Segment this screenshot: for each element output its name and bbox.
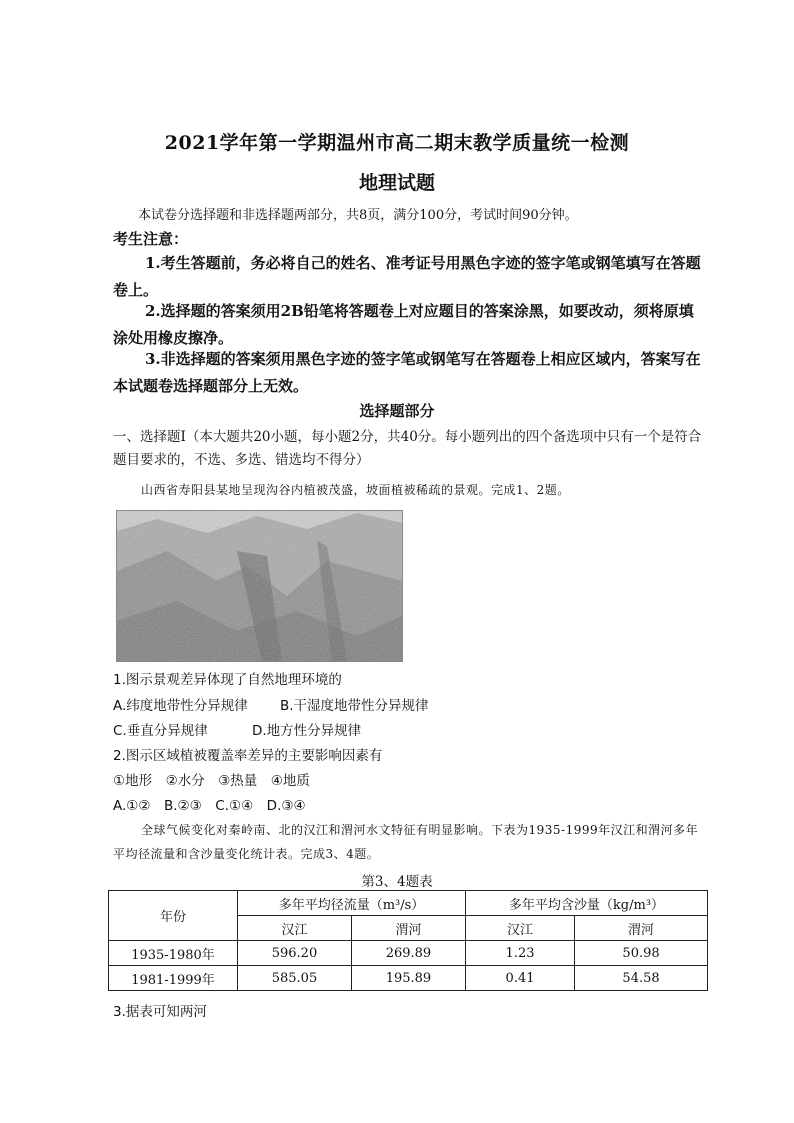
table-cell: 195.89 [351,966,465,991]
landscape-photo [116,510,403,662]
question-1-stem: 1.图示景观差异体现了自然地理环境的 [113,672,342,688]
table-header-year: 年份 [109,891,238,941]
table-cell: 50.98 [575,941,708,966]
question-3-stem: 3.据表可知两河 [113,1004,207,1020]
table-cell: 1935-1980年 [109,941,238,966]
table-cell: 54.58 [575,966,708,991]
question-1-option-c[interactable]: C.垂直分异规律 [113,723,208,739]
notice-heading: 考生注意： [113,230,189,248]
table-cell: 585.05 [238,966,352,991]
question-2-statements: ①地形 ②水分 ③热量 ④地质 [113,773,310,789]
table-cell: 0.41 [465,966,574,991]
runoff-sediment-table [108,890,708,991]
exam-title: 2021学年第一学期温州市高二期末教学质量统一检测 [164,132,630,154]
table-subheader-cell: 汉江 [238,916,352,941]
table-row [109,966,708,991]
notice-item-2: 2.选择题的答案须用2B铅笔将答题卷上对应题目的答案涂黑，如要改动，须将原填涂处用橡皮擦净。 [113,302,694,347]
table-cell: 269.89 [351,941,465,966]
notice-item-3: 3.非选择题的答案须用黑色字迹的签字笔或钢笔写在答题卷上相应区域内，答案写在本试题卷选择题部分上无效。 [113,350,701,395]
table-subheader-cell: 渭河 [575,916,708,941]
notice-item-1: 1.考生答题前，务必将自己的姓名、准考证号用黑色字迹的签字笔或钢笔填写在答题卷上。 [113,254,701,299]
table-header-row [109,891,708,916]
question-1-option-b[interactable]: B.干湿度地带性分异规律 [280,698,429,714]
passage-1: 山西省寿阳县某地呈现沟谷内植被茂盛，坡面植被稀疏的景观。完成1、2题。 [141,483,570,497]
table-header-sediment: 多年平均含沙量（kg/m³） [465,891,707,916]
question-2-stem: 2.图示区域植被覆盖率差异的主要影响因素有 [113,748,383,764]
table-cell: 1981-1999年 [109,966,238,991]
question-1-option-a[interactable]: A.纬度地带性分异规律 [113,698,248,714]
table-header-runoff: 多年平均径流量（m³/s） [238,891,466,916]
table-subheader-cell: 汉江 [465,916,574,941]
exam-subject: 地理试题 [358,172,435,194]
table-subheader-cell: 渭河 [351,916,465,941]
table-caption: 第3、4题表 [361,874,433,890]
passage-2: 全球气候变化对秦岭南、北的汉江和渭河水文特征有明显影响。下表为1935-1999年汉江和渭河多年平均径流量和含沙量变化统计表。完成3、4题。 [113,823,699,861]
table-row [109,941,708,966]
question-2-options[interactable]: A.①② B.②③ C.①④ D.③④ [113,798,306,814]
question-1-option-d[interactable]: D.地方性分异规律 [252,723,362,739]
table-cell: 596.20 [238,941,352,966]
table-cell: 1.23 [465,941,574,966]
section-instructions: 一、选择题Ⅰ（本大题共20小题，每小题2分，共40分。每小题列出的四个备选项中只有一个是符合题目要求的，不选、多选、错选均不得分） [113,429,702,468]
section-title: 选择题部分 [359,402,435,420]
exam-intro: 本试卷分选择题和非选择题两部分，共8页，满分100分，考试时间90分钟。 [138,208,578,223]
